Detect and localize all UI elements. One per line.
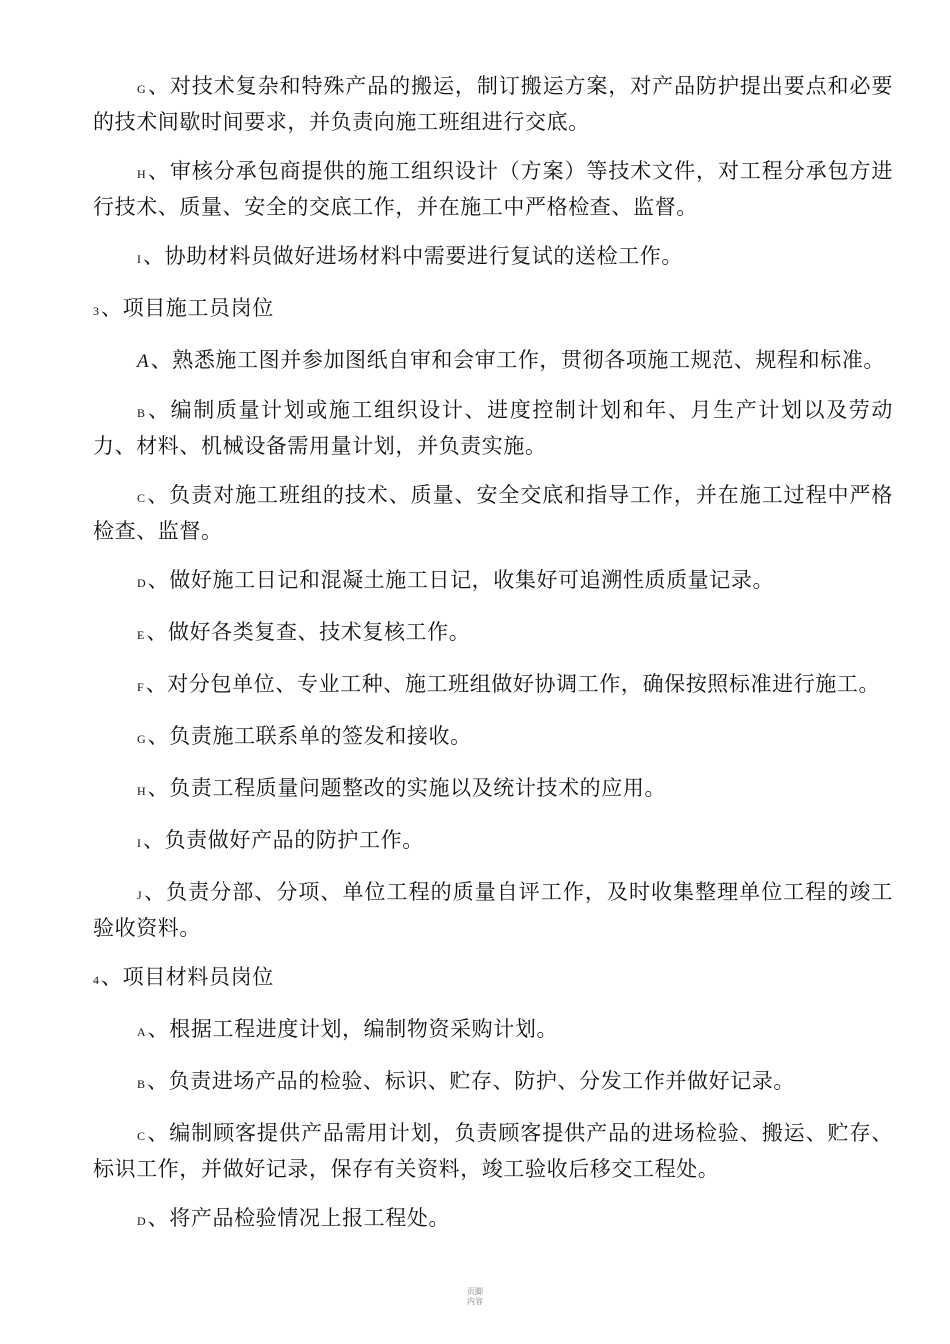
paragraph [93,70,893,139]
list-marker: I [137,836,141,850]
paragraph [93,876,893,945]
list-marker: B [137,406,146,420]
separator: 、 [147,568,170,592]
separator: 、 [143,244,165,268]
paragraph [93,616,893,652]
list-marker: J [137,888,142,902]
paragraph [93,155,893,224]
paragraph [93,240,893,276]
section-number: 3 [93,304,99,318]
paragraph-text: 负责工程质量问题整改的实施以及统计技术的应用。 [169,776,667,800]
paragraph-text: 做好施工日记和混凝土施工日记，收集好可追溯性质质量记录。 [169,568,775,592]
separator: 、 [147,776,170,800]
separator: 、 [147,1069,169,1093]
paragraph-text: 熟悉施工图并参加图纸自审和会审工作，贯彻各项施工规范、规程和标准。 [172,348,886,372]
separator: 、 [101,965,123,989]
separator: 、 [147,483,170,507]
list-marker: C [137,1129,146,1143]
list-marker: C [137,491,146,505]
list-marker: A [137,351,149,372]
list-marker: F [137,680,144,694]
separator: 、 [150,348,173,372]
separator: 、 [147,1017,170,1041]
paragraph [93,1013,893,1049]
paragraph [93,668,893,704]
section-title: 项目施工员岗位 [122,296,274,320]
list-marker: D [137,576,146,590]
section-number: 4 [93,973,99,987]
paragraph-text: 审核分承包商提供的施工组织设计（方案）等技术文件，对工程分承包方进行技术、质量、安全的交底工作，并在施工中严格检查、监督。 [93,159,893,219]
separator: 、 [146,620,168,644]
separator: 、 [147,1206,170,1230]
paragraph-text: 做好各类复查、技术复核工作。 [167,620,471,644]
page-footer [0,1287,950,1307]
separator: 、 [147,724,170,748]
paragraph [93,479,893,548]
separator: 、 [147,74,170,98]
list-marker: E [137,628,145,642]
document-body [93,70,893,1254]
separator: 、 [101,296,123,320]
list-marker: G [137,732,146,746]
paragraph-text: 负责做好产品的防护工作。 [164,828,424,852]
paragraph [93,394,893,463]
paragraph-text: 负责分部、分项、单位工程的质量自评工作，及时收集整理单位工程的竣工验收资料。 [93,880,893,940]
section-heading [93,292,893,328]
paragraph [93,824,893,860]
paragraph-text: 对技术复杂和特殊产品的搬运，制订搬运方案，对产品防护提出要点和必要的技术间歇时间要求，并负责向施工班组进行交底。 [93,74,893,134]
separator: 、 [147,159,170,183]
paragraph [93,1065,893,1101]
paragraph [93,1202,893,1238]
separator: 、 [145,672,168,696]
paragraph [93,720,893,756]
list-marker: I [137,252,141,266]
paragraph-text: 协助材料员做好进场材料中需要进行复试的送检工作。 [164,244,684,268]
list-marker: D [137,1214,146,1228]
list-marker: H [137,784,146,798]
list-marker: G [137,82,146,96]
separator: 、 [143,880,167,904]
paragraph-text: 编制顾客提供产品需用计划，负责顾客提供产品的进场检验、搬运、贮存、标识工作，并做好记录，保存有关资料，竣工验收后移交工程处。 [93,1121,893,1181]
section-title: 项目材料员岗位 [122,965,274,989]
paragraph-text: 对分包单位、专业工种、施工班组做好协调工作，确保按照标准进行施工。 [167,672,881,696]
paragraph [93,564,893,600]
paragraph-text: 负责进场产品的检验、标识、贮存、防护、分发工作并做好记录。 [168,1069,796,1093]
list-marker: H [137,167,146,181]
separator: 、 [147,1121,170,1145]
paragraph-text: 负责施工联系单的签发和接收。 [169,724,472,748]
paragraph [93,344,893,378]
footer-line: 页脚 [467,1287,483,1296]
list-marker: A [137,1025,146,1039]
paragraph-text: 负责对施工班组的技术、质量、安全交底和指导工作，并在施工过程中严格检查、监督。 [93,483,893,543]
separator: 、 [147,398,171,422]
section-heading [93,961,893,997]
paragraph-text: 将产品检验情况上报工程处。 [169,1206,451,1230]
paragraph-text: 编制质量计划或施工组织设计、进度控制计划和年、月生产计划以及劳动力、材料、机械设备需用量计划，并负责实施。 [93,398,893,458]
paragraph [93,1117,893,1186]
list-marker: B [137,1077,146,1091]
paragraph [93,772,893,808]
paragraph-text: 根据工程进度计划，编制物资采购计划。 [169,1017,559,1041]
footer-line: 内容 [467,1297,483,1306]
separator: 、 [143,828,165,852]
